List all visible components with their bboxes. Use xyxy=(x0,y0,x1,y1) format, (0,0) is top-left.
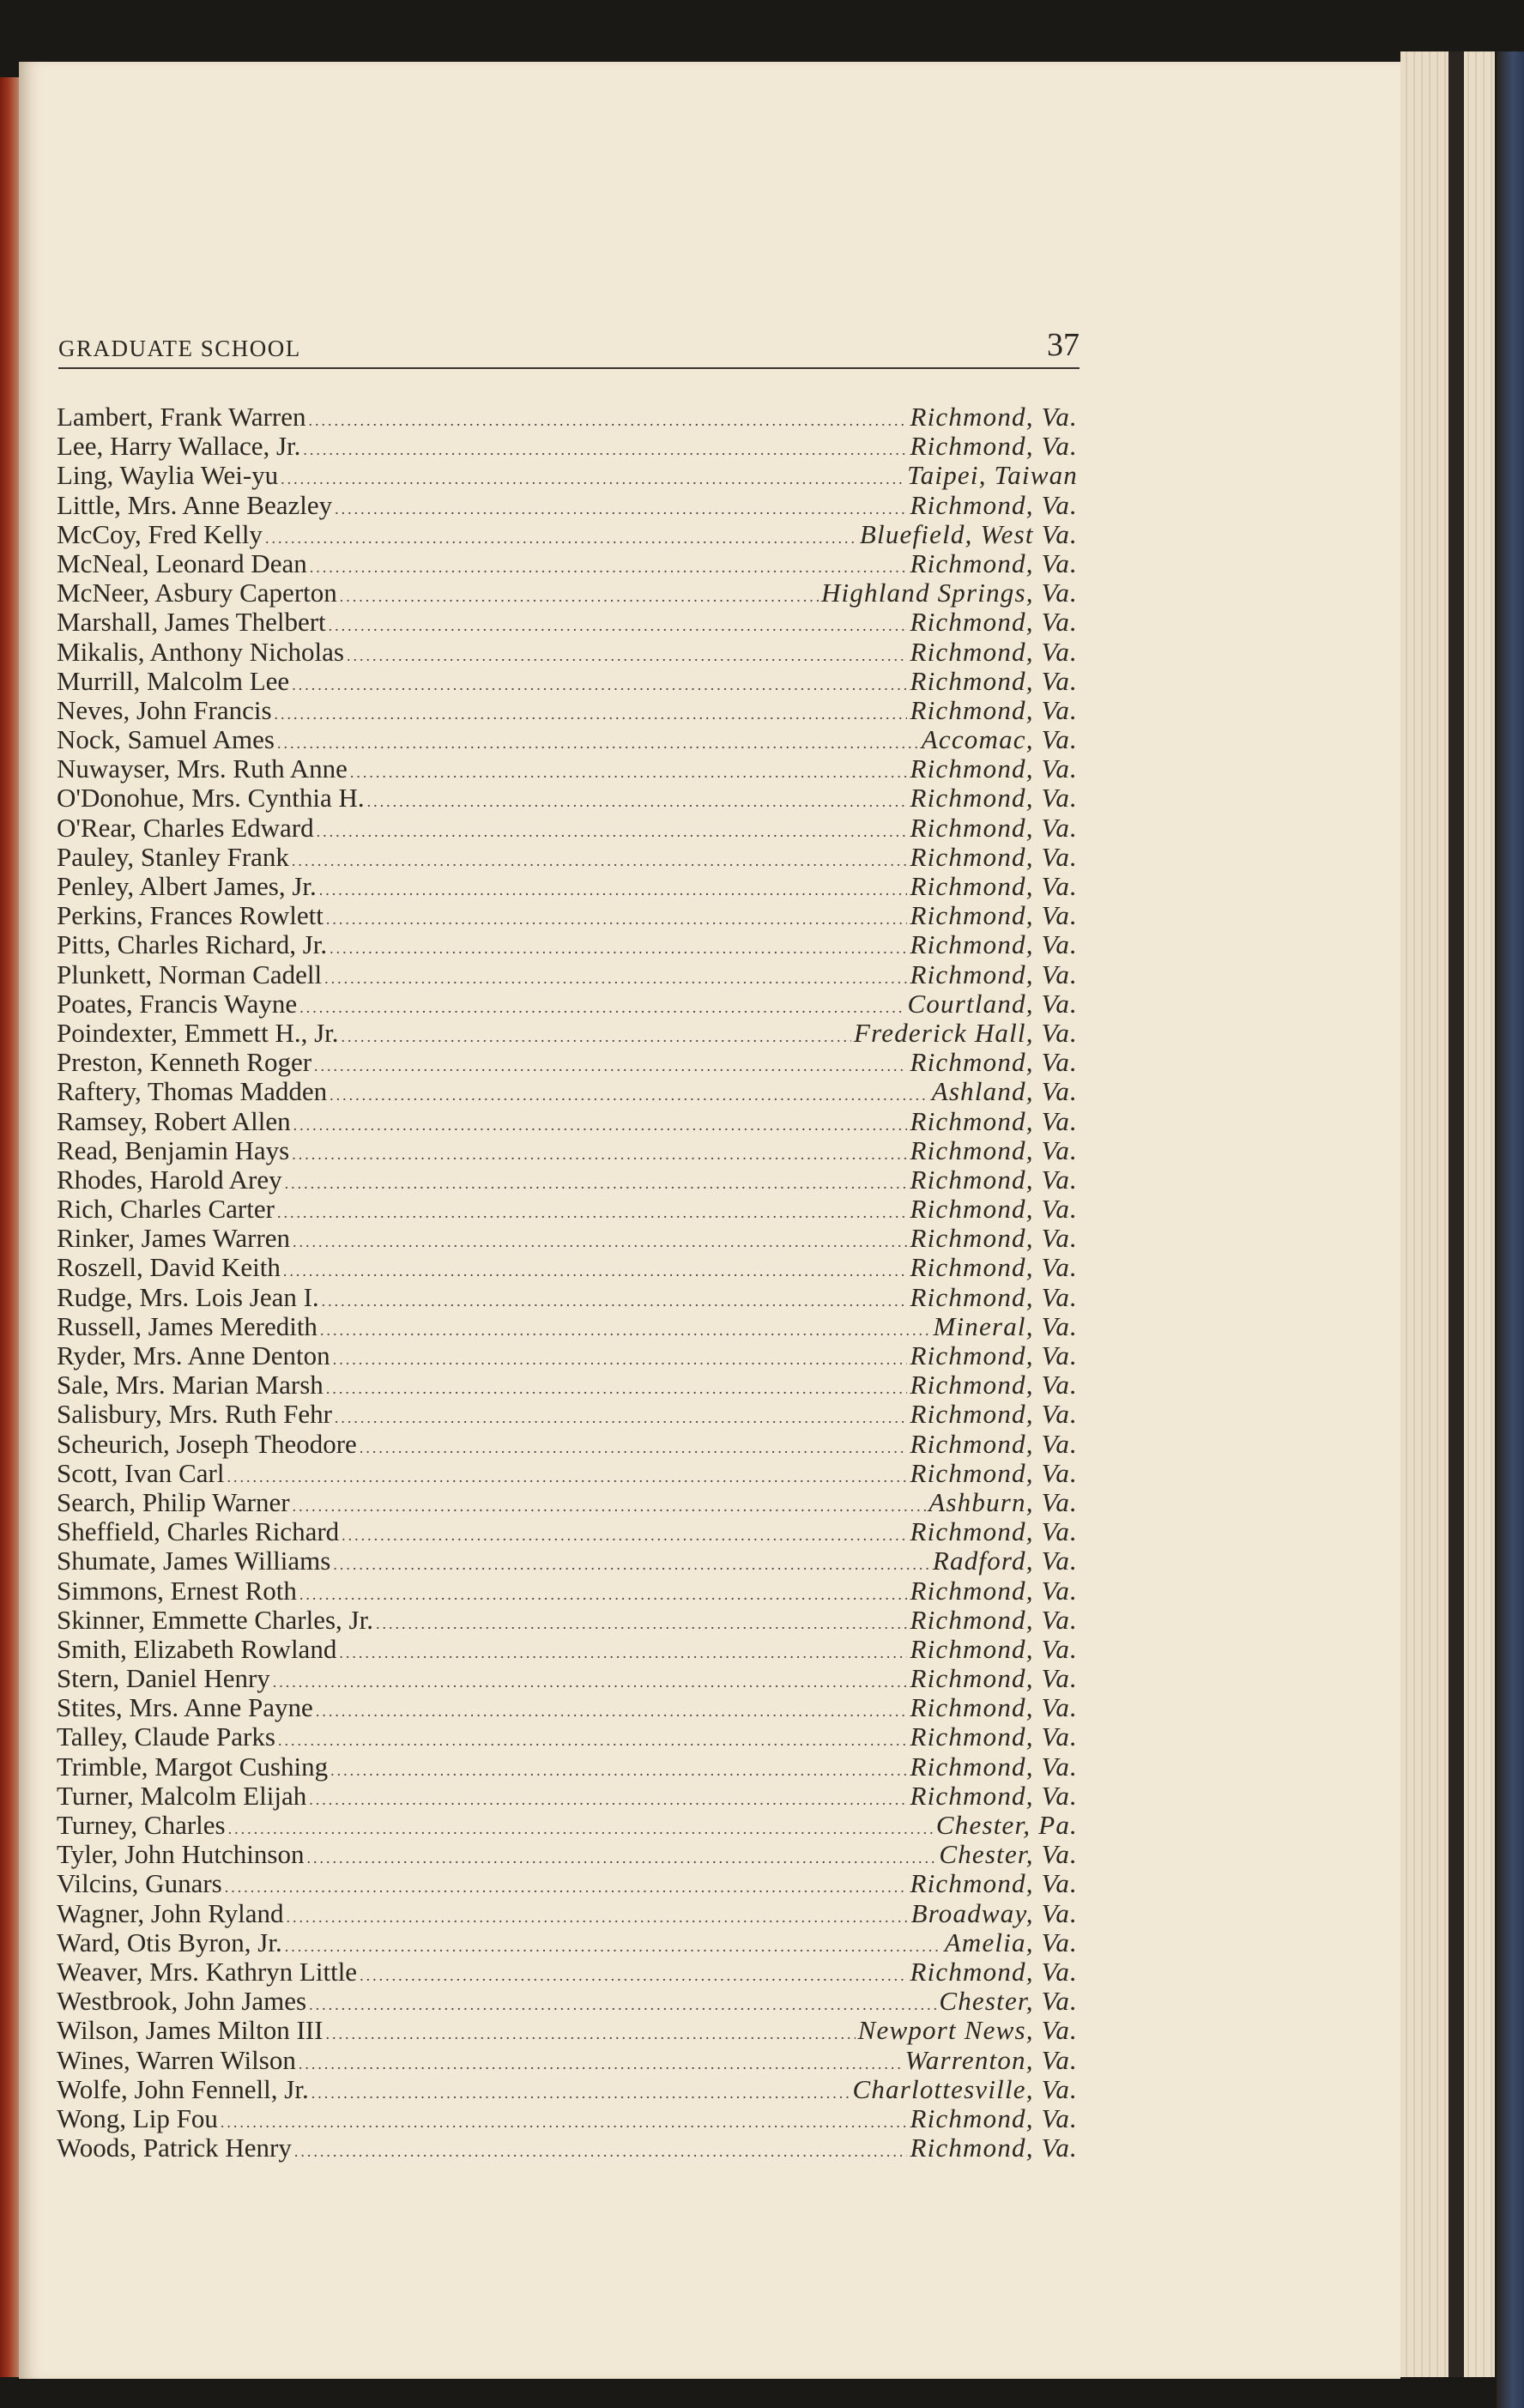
dot-leader xyxy=(277,1198,908,1227)
student-hometown: Broadway, Va. xyxy=(910,1897,1078,1928)
student-name: Neves, John Francis xyxy=(57,694,272,725)
dot-leader xyxy=(324,964,907,993)
student-hometown: Richmond, Va. xyxy=(910,871,1078,901)
student-hometown: Richmond, Va. xyxy=(910,2102,1078,2133)
student-hometown: Richmond, Va. xyxy=(910,1780,1078,1811)
student-hometown: Richmond, Va. xyxy=(910,1516,1078,1547)
dot-leader xyxy=(325,2019,855,2048)
student-name: McNeal, Leonard Dean xyxy=(57,548,307,578)
student-hometown: Richmond, Va. xyxy=(910,900,1078,931)
student-name: Vilcins, Gunars xyxy=(57,1868,222,1899)
page-header xyxy=(58,324,1080,367)
dot-leader xyxy=(277,729,919,758)
dot-leader xyxy=(326,905,908,934)
student-name: Scheurich, Joseph Theodore xyxy=(57,1428,357,1459)
student-hometown: Accomac, Va. xyxy=(921,724,1078,755)
list-item xyxy=(57,2046,1078,2075)
student-hometown: Warrenton, Va. xyxy=(904,2044,1078,2075)
list-item xyxy=(57,1312,1078,1341)
student-name: Rich, Charles Carter xyxy=(57,1194,275,1225)
student-name: Turney, Charles xyxy=(57,1810,226,1840)
dot-leader xyxy=(367,787,908,816)
dot-leader xyxy=(340,582,819,611)
student-name: O'Donohue, Mrs. Cynthia H. xyxy=(57,783,365,814)
list-item xyxy=(57,725,1078,754)
student-name: Marshall, James Thelbert xyxy=(57,607,326,638)
dot-leader xyxy=(360,1961,907,1990)
student-name: Rudge, Mrs. Lois Jean I. xyxy=(57,1281,319,1312)
dot-leader xyxy=(299,1580,908,1609)
list-item xyxy=(57,754,1078,784)
list-item xyxy=(57,989,1078,1019)
student-list xyxy=(57,402,1078,2163)
student-hometown: Richmond, Va. xyxy=(910,1868,1078,1899)
list-item xyxy=(57,1811,1078,1840)
dot-leader xyxy=(287,1903,909,1932)
student-hometown: Highland Springs, Va. xyxy=(820,578,1078,608)
student-hometown: Richmond, Va. xyxy=(910,1370,1078,1401)
student-hometown: Richmond, Va. xyxy=(910,1604,1078,1635)
dot-leader xyxy=(319,875,908,905)
list-item xyxy=(57,1370,1078,1400)
student-name: Salisbury, Mrs. Ruth Fehr xyxy=(57,1399,332,1430)
student-name: Simmons, Ernest Roth xyxy=(57,1575,297,1606)
student-hometown: Richmond, Va. xyxy=(910,607,1078,638)
dot-leader xyxy=(292,1140,907,1169)
student-hometown: Richmond, Va. xyxy=(910,1281,1078,1312)
list-item xyxy=(57,1635,1078,1664)
student-hometown: Richmond, Va. xyxy=(910,783,1078,814)
list-item xyxy=(57,960,1078,989)
list-item xyxy=(57,2133,1078,2163)
student-hometown: Richmond, Va. xyxy=(910,694,1078,725)
student-name: Nock, Samuel Ames xyxy=(57,724,275,755)
list-item xyxy=(57,1606,1078,1635)
student-hometown: Newport News, Va. xyxy=(857,2015,1078,2046)
student-name: Wines, Warren Wilson xyxy=(57,2044,296,2075)
student-name: Lee, Harry Wallace, Jr. xyxy=(57,431,301,462)
student-name: Perkins, Frances Rowlett xyxy=(57,900,324,931)
list-item xyxy=(57,1077,1078,1106)
list-item xyxy=(57,784,1078,813)
list-item xyxy=(57,814,1078,843)
student-name: Wong, Lip Fou xyxy=(57,2102,218,2133)
dot-leader xyxy=(309,1785,907,1814)
dot-leader xyxy=(285,1932,942,1961)
section-title: GRADUATE SCHOOL xyxy=(58,336,301,361)
dot-leader xyxy=(278,1726,908,1755)
list-item xyxy=(57,1136,1078,1165)
student-hometown: Richmond, Va. xyxy=(910,1047,1078,1078)
list-item xyxy=(57,520,1078,549)
student-name: Trimble, Margot Cushing xyxy=(57,1751,329,1782)
student-name: Turner, Malcolm Elijah xyxy=(57,1780,307,1811)
dot-leader xyxy=(285,1169,908,1198)
list-item xyxy=(57,667,1078,696)
dot-leader xyxy=(265,523,857,553)
list-item xyxy=(57,2016,1078,2045)
student-name: Stites, Mrs. Anne Payne xyxy=(57,1692,313,1723)
list-item xyxy=(57,1957,1078,1987)
dot-leader xyxy=(310,553,908,582)
dot-leader xyxy=(303,435,907,464)
student-name: Mikalis, Anthony Nicholas xyxy=(57,636,344,667)
student-hometown: Chester, Va. xyxy=(939,1839,1078,1870)
dot-leader xyxy=(347,641,907,670)
list-item xyxy=(57,1576,1078,1606)
student-hometown: Richmond, Va. xyxy=(910,548,1078,578)
list-item xyxy=(57,1752,1078,1782)
student-name: Woods, Patrick Henry xyxy=(57,2133,292,2163)
dot-leader xyxy=(283,1256,908,1286)
dot-leader xyxy=(311,2078,850,2108)
student-hometown: Richmond, Va. xyxy=(910,1164,1078,1195)
student-name: Sale, Mrs. Marian Marsh xyxy=(57,1370,324,1401)
list-item xyxy=(57,843,1078,872)
list-item xyxy=(57,1782,1078,1811)
dot-leader xyxy=(306,1843,936,1873)
student-hometown: Frederick Hall, Va. xyxy=(854,1017,1078,1048)
dot-leader xyxy=(273,1667,908,1697)
dot-leader xyxy=(292,846,908,875)
student-hometown: Richmond, Va. xyxy=(910,1105,1078,1136)
student-hometown: Richmond, Va. xyxy=(910,2133,1078,2163)
student-name: Shumate, James Williams xyxy=(57,1546,331,1576)
list-item xyxy=(57,1283,1078,1312)
dot-leader xyxy=(333,1345,908,1374)
page-fore-edge xyxy=(1400,51,1495,2377)
dot-leader xyxy=(292,670,907,699)
list-item xyxy=(57,608,1078,637)
dot-leader xyxy=(339,1638,907,1667)
dot-leader xyxy=(342,1521,907,1550)
dot-leader xyxy=(316,1697,908,1726)
dot-leader xyxy=(299,993,904,1022)
student-hometown: Richmond, Va. xyxy=(910,1340,1078,1370)
student-hometown: Richmond, Va. xyxy=(910,431,1078,462)
student-hometown: Richmond, Va. xyxy=(910,959,1078,989)
student-name: Raftery, Thomas Madden xyxy=(57,1076,328,1107)
dot-leader xyxy=(320,1316,931,1345)
student-hometown: Mineral, Va. xyxy=(933,1310,1078,1341)
list-item xyxy=(57,1488,1078,1517)
student-name: Talley, Claude Parks xyxy=(57,1721,275,1752)
dot-leader xyxy=(335,1403,908,1432)
student-name: Plunkett, Norman Cadell xyxy=(57,959,323,989)
dot-leader xyxy=(317,817,908,846)
dot-leader xyxy=(225,1873,908,1902)
book-cover-edge xyxy=(1497,51,1524,2408)
list-item xyxy=(57,872,1078,901)
list-item xyxy=(57,491,1078,520)
dot-leader xyxy=(360,1433,908,1462)
student-name: McCoy, Fred Kelly xyxy=(57,518,263,549)
list-item xyxy=(57,1430,1078,1459)
student-hometown: Chester, Pa. xyxy=(935,1810,1078,1840)
list-item xyxy=(57,432,1078,461)
student-name: Ling, Waylia Wei-yu xyxy=(57,460,279,491)
list-item xyxy=(57,1019,1078,1048)
dot-leader xyxy=(227,1462,907,1491)
student-name: McNeer, Asbury Caperton xyxy=(57,578,337,608)
list-item xyxy=(57,1048,1078,1077)
list-item xyxy=(57,1869,1078,1898)
student-hometown: Richmond, Va. xyxy=(910,1399,1078,1430)
dot-leader xyxy=(330,1756,907,1785)
student-name: Little, Mrs. Anne Beazley xyxy=(57,489,333,520)
dot-leader xyxy=(342,1022,851,1051)
student-name: Ryder, Mrs. Anne Denton xyxy=(57,1340,330,1370)
student-hometown: Courtland, Va. xyxy=(907,988,1078,1019)
list-item xyxy=(57,901,1078,930)
student-hometown: Richmond, Va. xyxy=(910,929,1078,960)
student-name: Lambert, Frank Warren xyxy=(57,402,306,432)
student-hometown: Bluefield, West Va. xyxy=(859,518,1078,549)
list-item xyxy=(57,930,1078,959)
list-item xyxy=(57,696,1078,725)
student-hometown: Richmond, Va. xyxy=(910,665,1078,696)
student-hometown: Amelia, Va. xyxy=(944,1927,1078,1957)
list-item xyxy=(57,578,1078,608)
dot-leader xyxy=(309,1990,936,2019)
student-name: Poindexter, Emmett H., Jr. xyxy=(57,1017,339,1048)
student-name: Weaver, Mrs. Kathryn Little xyxy=(57,1956,358,1987)
list-item xyxy=(57,1840,1078,1869)
list-item xyxy=(57,1546,1078,1576)
student-hometown: Richmond, Va. xyxy=(910,1223,1078,1254)
student-name: O'Rear, Charles Edward xyxy=(57,812,314,843)
student-hometown: Richmond, Va. xyxy=(910,812,1078,843)
student-hometown: Richmond, Va. xyxy=(910,1194,1078,1225)
student-hometown: Ashland, Va. xyxy=(931,1076,1078,1107)
list-item xyxy=(57,1253,1078,1282)
student-hometown: Charlottesville, Va. xyxy=(852,2073,1078,2104)
student-name: Pitts, Charles Richard, Jr. xyxy=(57,929,328,960)
dot-leader xyxy=(294,2137,908,2166)
student-hometown: Richmond, Va. xyxy=(910,1692,1078,1723)
student-hometown: Richmond, Va. xyxy=(910,402,1078,432)
student-name: Russell, James Meredith xyxy=(57,1310,318,1341)
list-item xyxy=(57,1664,1078,1693)
student-hometown: Taipei, Taiwan xyxy=(907,460,1078,491)
student-name: Tyler, John Hutchinson xyxy=(57,1839,305,1870)
list-item xyxy=(57,638,1078,667)
dot-leader xyxy=(293,1110,908,1140)
student-hometown: Richmond, Va. xyxy=(910,841,1078,872)
student-name: Wagner, John Ryland xyxy=(57,1897,284,1928)
list-item xyxy=(57,1693,1078,1722)
list-item xyxy=(57,1107,1078,1136)
student-name: Westbrook, John James xyxy=(57,1986,307,2017)
dot-leader xyxy=(376,1609,907,1638)
student-name: Read, Benjamin Hays xyxy=(57,1134,290,1165)
student-hometown: Ashburn, Va. xyxy=(928,1486,1078,1517)
student-hometown: Richmond, Va. xyxy=(910,1751,1078,1782)
student-name: Smith, Elizabeth Rowland xyxy=(57,1633,337,1664)
list-item xyxy=(57,461,1078,490)
student-hometown: Richmond, Va. xyxy=(910,1956,1078,1987)
dot-leader xyxy=(350,758,908,787)
student-name: Search, Philip Warner xyxy=(57,1486,290,1517)
student-name: Wolfe, John Fennell, Jr. xyxy=(57,2073,309,2104)
dot-leader xyxy=(329,611,908,640)
student-name: Roszell, David Keith xyxy=(57,1252,281,1283)
student-hometown: Richmond, Va. xyxy=(910,1457,1078,1488)
student-name: Wilson, James Milton III xyxy=(57,2015,324,2046)
student-hometown: Richmond, Va. xyxy=(910,1252,1078,1283)
student-hometown: Richmond, Va. xyxy=(910,1575,1078,1606)
dot-leader xyxy=(314,1051,907,1080)
list-item xyxy=(57,1722,1078,1752)
dot-leader xyxy=(281,464,904,493)
dot-leader xyxy=(322,1286,908,1316)
student-name: Skinner, Emmette Charles, Jr. xyxy=(57,1604,373,1635)
list-item xyxy=(57,2104,1078,2133)
student-hometown: Richmond, Va. xyxy=(910,1134,1078,1165)
dot-leader xyxy=(228,1814,934,1843)
student-name: Poates, Francis Wayne xyxy=(57,988,298,1019)
list-item xyxy=(57,2075,1078,2104)
student-name: Sheffield, Charles Richard xyxy=(57,1516,340,1547)
list-item xyxy=(57,1195,1078,1224)
list-item xyxy=(57,1517,1078,1546)
dot-leader xyxy=(308,406,907,435)
student-hometown: Richmond, Va. xyxy=(910,636,1078,667)
student-name: Rhodes, Harold Arey xyxy=(57,1164,282,1195)
student-name: Murrill, Malcolm Lee xyxy=(57,665,290,696)
dot-leader xyxy=(335,494,907,523)
student-name: Scott, Ivan Carl xyxy=(57,1457,225,1488)
student-hometown: Richmond, Va. xyxy=(910,1663,1078,1694)
list-item xyxy=(57,1459,1078,1488)
student-name: Preston, Kenneth Roger xyxy=(57,1047,312,1078)
student-name: Ward, Otis Byron, Jr. xyxy=(57,1927,282,1957)
student-hometown: Richmond, Va. xyxy=(910,1721,1078,1752)
list-item xyxy=(57,1987,1078,2016)
dot-leader xyxy=(221,2108,908,2137)
student-hometown: Richmond, Va. xyxy=(910,1428,1078,1459)
dot-leader xyxy=(330,1080,929,1110)
list-item xyxy=(57,1400,1078,1429)
list-item xyxy=(57,1928,1078,1957)
student-name: Penley, Albert James, Jr. xyxy=(57,871,317,901)
header-rule xyxy=(58,367,1080,369)
student-name: Stern, Daniel Henry xyxy=(57,1663,270,1694)
student-name: Rinker, James Warren xyxy=(57,1223,291,1254)
dot-leader xyxy=(333,1550,930,1579)
list-item xyxy=(57,1341,1078,1370)
list-item xyxy=(57,1899,1078,1928)
student-hometown: Richmond, Va. xyxy=(910,489,1078,520)
page-number: 37 xyxy=(1047,327,1080,363)
page-gutter-shadow xyxy=(1448,51,1464,2377)
student-hometown: Radford, Va. xyxy=(932,1546,1078,1576)
list-item xyxy=(57,1165,1078,1195)
dot-leader xyxy=(330,934,907,963)
student-name: Ramsey, Robert Allen xyxy=(57,1105,291,1136)
dot-leader xyxy=(326,1374,908,1403)
list-item xyxy=(57,1224,1078,1253)
student-hometown: Richmond, Va. xyxy=(910,1633,1078,1664)
student-hometown: Chester, Va. xyxy=(939,1986,1078,2017)
list-item xyxy=(57,402,1078,432)
dot-leader xyxy=(299,2049,903,2078)
list-item xyxy=(57,549,1078,578)
dot-leader xyxy=(275,699,908,729)
student-name: Nuwayser, Mrs. Ruth Anne xyxy=(57,753,348,784)
student-name: Pauley, Stanley Frank xyxy=(57,841,289,872)
dot-leader xyxy=(293,1491,927,1521)
student-hometown: Richmond, Va. xyxy=(910,753,1078,784)
dot-leader xyxy=(293,1227,907,1256)
